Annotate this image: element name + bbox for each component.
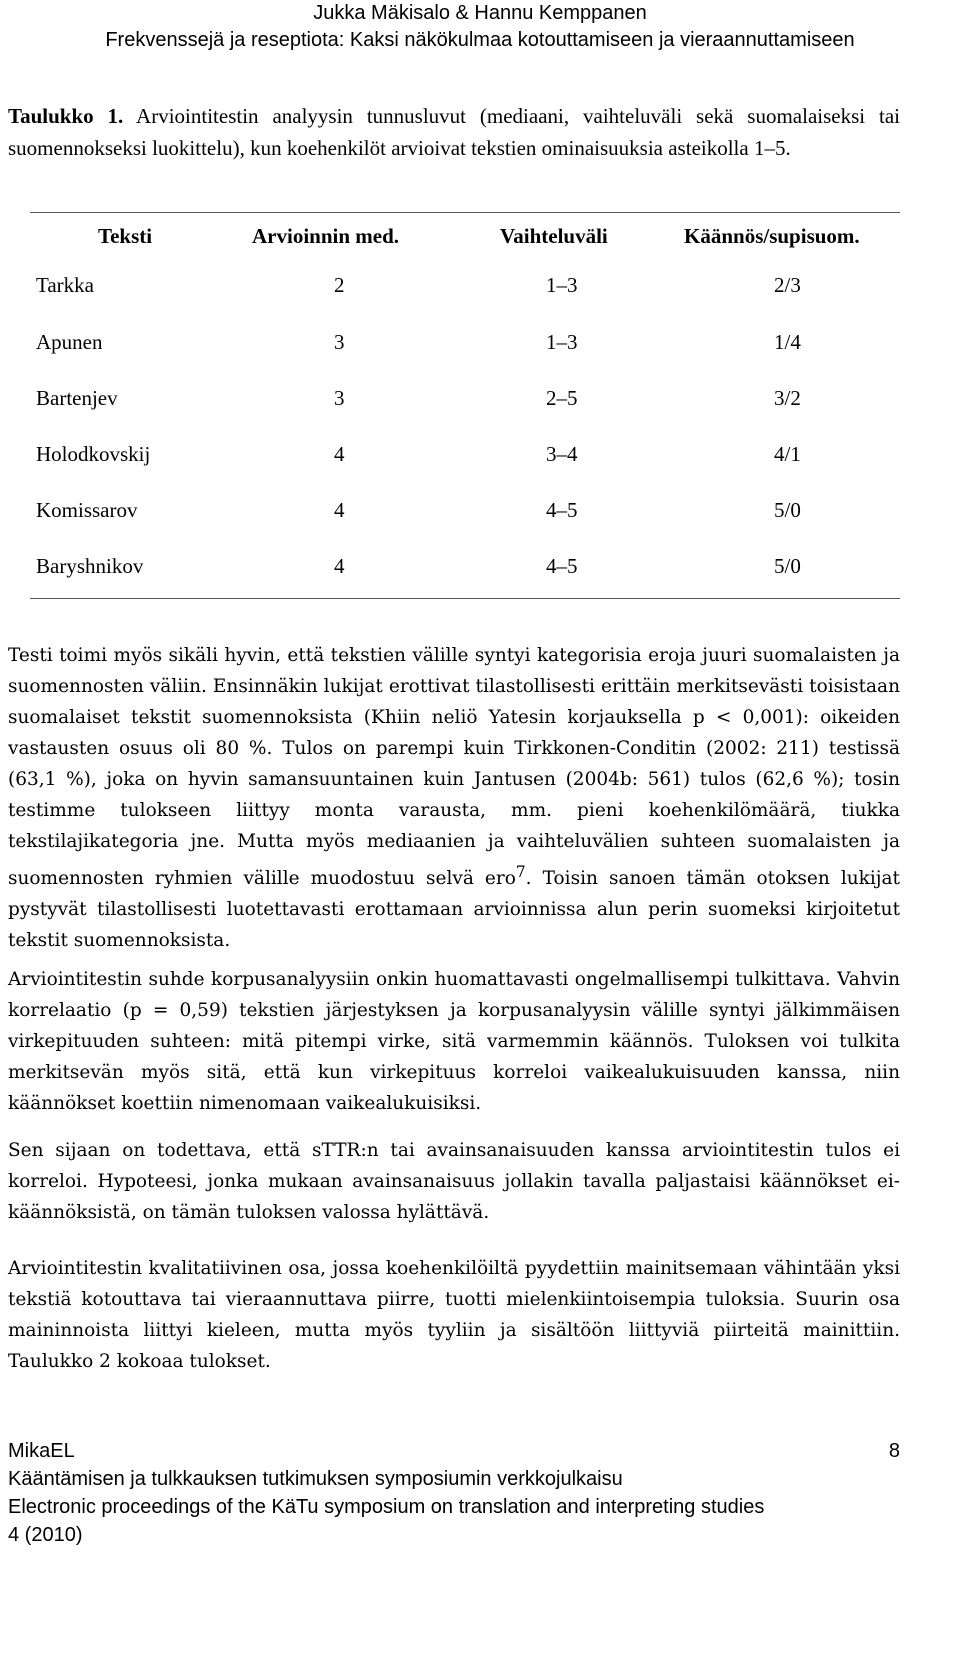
- column-header-teksti: Teksti: [98, 224, 153, 248]
- table-top-rule: [30, 212, 900, 213]
- footer-series: Kääntämisen ja tulkkauksen tutkimuksen symposiumin verkkojulkaisu: [8, 1468, 623, 1490]
- column-header-median: Arvioinnin med.: [252, 224, 400, 248]
- table-cell: 3–4: [546, 442, 578, 466]
- table-cell: 5/0: [774, 554, 801, 578]
- table-cell: Baryshnikov: [36, 554, 144, 578]
- table-cell: Holodkovskij: [36, 442, 151, 466]
- table-cell: 4: [334, 442, 345, 466]
- page-number: 8: [888, 1440, 900, 1462]
- table-cell: 1/4: [774, 330, 801, 354]
- table-cell: 4: [334, 554, 345, 578]
- table-cell: 1–3: [546, 273, 578, 297]
- paragraph-text: . Toisin sanoen tämän otoksen lukijat pystyvät tilastollisesti luotettavasti erottamaan arvioinnissa alun perin suomeksi kirjoitetut tekstit suomennoksista.: [8, 868, 900, 952]
- table-cell: 2–5: [546, 386, 578, 410]
- table-bottom-rule: [30, 598, 900, 599]
- footer-issue: 4 (2010): [8, 1524, 83, 1546]
- header-authors: Jukka Mäkisalo & Hannu Kemppanen: [313, 2, 647, 24]
- paragraph: Arviointitestin kvalitatiivinen osa, jossa koehenkilöiltä pyydettiin mainitsemaan vähintään yksi tekstiä kotouttava tai vieraannuttava piirre, tuotti mielenkiintoisempia tuloksia. Suurin osa maininnoista liittyi kieleen, mutta myös tyyliin ja sisältöön liittyviä piirteitä mainittiin. Taulukko 2 kokoaa tulokset.: [8, 1258, 900, 1372]
- table-cell: 4: [334, 498, 345, 522]
- table-cell: 5/0: [774, 498, 801, 522]
- running-header: [0, 0, 960, 54]
- caption-text: Arviointitestin analyysin tunnusluvut (mediaani, vaihteluväli sekä suomalaiseksi tai suomennokseksi luokittelu), kun koehenkilöt arvioivat tekstien ominaisuuksia asteikolla 1–5.: [8, 104, 900, 160]
- footer-series-en: Electronic proceedings of the KäTu symposium on translation and interpreting studies: [8, 1496, 765, 1518]
- caption-label: Taulukko 1.: [8, 104, 124, 128]
- table-cell: Apunen: [36, 330, 103, 354]
- table-cell: 4–5: [546, 554, 578, 578]
- footer-journal: MikaEL: [8, 1440, 75, 1462]
- footnote-marker[interactable]: 7: [515, 863, 526, 881]
- table-cell: 4–5: [546, 498, 578, 522]
- column-header-classification: Käännös/supisuom.: [684, 224, 860, 248]
- table-cell: Bartenjev: [36, 386, 118, 410]
- table-cell: 4/1: [774, 442, 801, 466]
- table-cell: Komissarov: [36, 498, 138, 522]
- table-cell: 3/2: [774, 386, 801, 410]
- paragraph: Sen sijaan on todettava, että sTTR:n tai avainsanaisuuden kanssa arviointitestin tulos ei korreloi. Hypoteesi, jonka mukaan avainsanaisuus jollakin tavalla paljastaisi käännökset ei-käännöksistä, on tämän tuloksen valossa hylättävä.: [8, 1140, 900, 1223]
- table-cell: 1–3: [546, 330, 578, 354]
- paragraph: Arviointitestin suhde korpusanalyysiin onkin huomattavasti ongelmallisempi tulkittava. Vahvin korrelaatio (p = 0,59) tekstien järjestyksen ja korpusanalyysin välille syntyi jälkimmäisen virkepituuden suhteen: mitä pitempi virke, sitä varmemmin käännös. Tuloksen voi tulkita merkitsevän myös sitä, että kun virkepituus korreloi vaikealukuisuuden kanssa, niin käännökset koettiin nimenomaan vaikealukuisiksi.: [8, 969, 900, 1114]
- paragraph-text: Testi toimi myös sikäli hyvin, että tekstien välille syntyi kategorisia eroja juuri suomalaisten ja suomennosten väliin. Ensinnäkin lukijat erottivat tilastollisesti erittäin merkitsevästi toisistaan suomalaiset tekstit suomennoksista (Khiin neliö Yatesin korjauksella p < 0,001): oikeiden vastausten osuus oli 80 %. Tulos on parempi kuin Tirkkonen-Conditin (2002: 211) testissä (63,1 %), joka on hyvin samansuuntainen kuin Jantusen (2004b: 561) tulos (62,6 %); tosin testimme tulokseen liittyy monta varausta, mm. pieni koehenkilömäärä, tiukka tekstilajikategoria jne. Mutta myös mediaanien ja vaihteluvälien suhteen suomalaisten ja suomennosten ryhmien välille muodostuu selvä ero: [8, 645, 900, 890]
- table-caption: [8, 100, 900, 164]
- table-cell: 3: [334, 386, 345, 410]
- header-title: Frekvenssejä ja reseptiota: Kaksi näkökulmaa kotouttamiseen ja vieraannuttamiseen: [105, 29, 855, 51]
- table-cell: 3: [334, 330, 345, 354]
- column-header-range: Vaihteluväli: [500, 224, 608, 248]
- page-footer: [8, 1437, 900, 1549]
- table-cell: 2/3: [774, 273, 801, 297]
- table-cell: Tarkka: [36, 273, 94, 297]
- table-cell: 2: [334, 273, 345, 297]
- paragraph: [8, 640, 900, 956]
